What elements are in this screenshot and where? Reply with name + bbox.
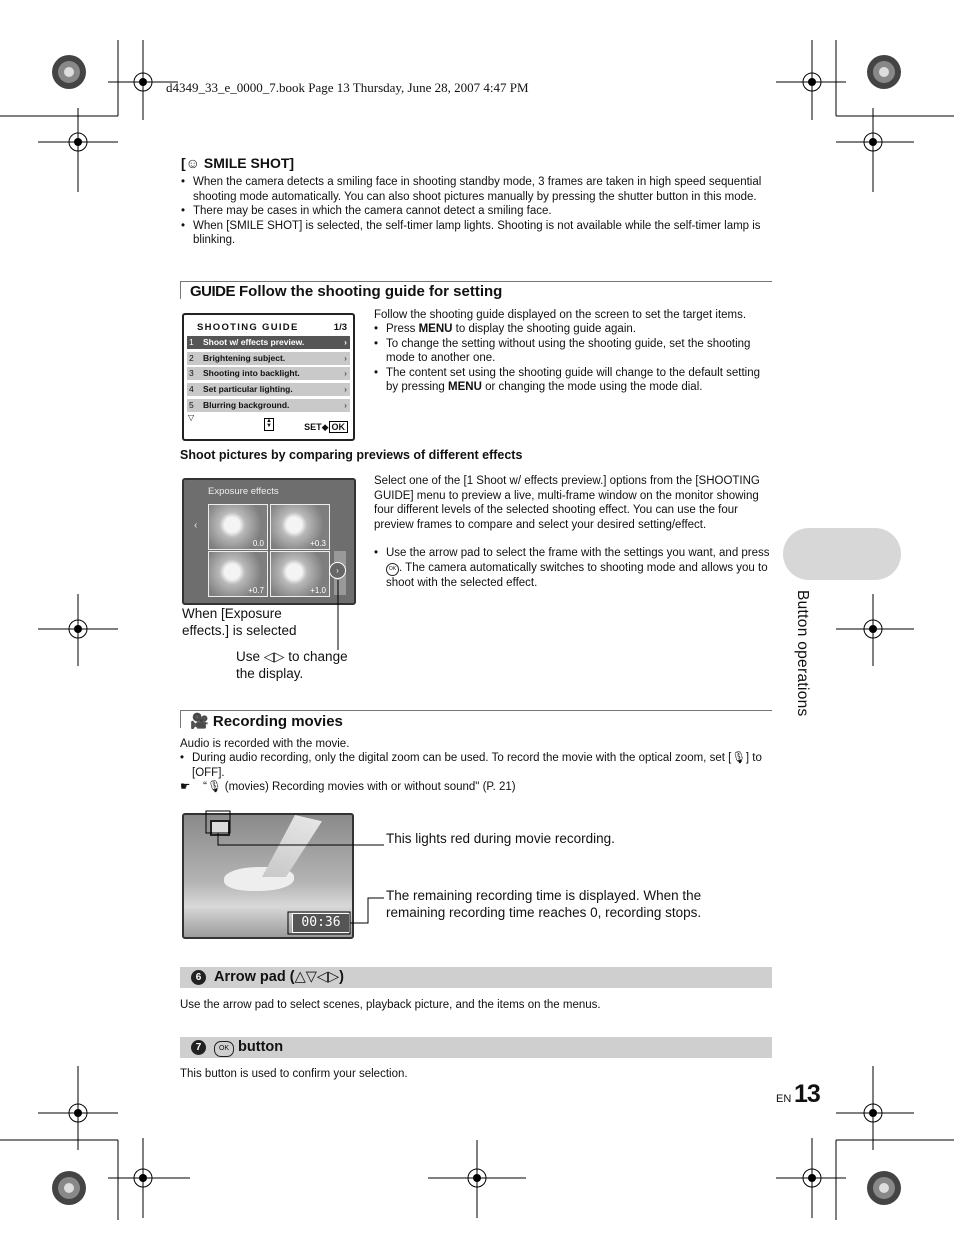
guide-mode-icon: GUIDE: [190, 283, 236, 300]
item-number: 2: [189, 353, 194, 363]
diamond-icon: ◆: [321, 422, 329, 432]
smile-face-icon: ☺: [185, 155, 200, 171]
text: During audio recording, only the digital zoom can be used. To record the movie with the optical zoom, set [: [192, 752, 732, 764]
remaining-time: 00:36: [292, 913, 350, 933]
text: to display the shooting guide again.: [452, 323, 636, 335]
menu-key: MENU: [418, 323, 453, 335]
smile-shot-heading-text: SMILE SHOT]: [203, 155, 295, 171]
item-label: Shooting into backlight.: [203, 368, 300, 378]
page-number: 13: [794, 1080, 820, 1108]
guide-heading-text: Follow the shooting guide for setting: [239, 283, 503, 300]
text: ): [339, 969, 345, 985]
arrow-pad-text: Use the arrow pad to select scenes, playback picture, and the items on the menus.: [180, 999, 601, 1011]
exposure-value: +0.3: [310, 539, 326, 548]
scroll-down-icon: ▽: [188, 413, 195, 422]
movies-line1: Audio is recorded with the movie.: [180, 738, 350, 750]
screen-title: Exposure effects: [208, 486, 279, 497]
chevron-right-icon: ›: [329, 562, 346, 579]
ok-button-heading: [180, 1037, 772, 1058]
screen-page-indicator: 1/3: [333, 322, 347, 333]
list-item: • There may be cases in which the camera cannot detect a smiling face.: [181, 204, 771, 219]
chevron-right-icon: ›: [344, 353, 347, 363]
menu-key: MENU: [448, 381, 482, 393]
item-number: 4: [189, 384, 194, 394]
microphone-icon: 🎙: [731, 752, 746, 764]
chapter-tab: [783, 528, 901, 580]
text: Press: [386, 323, 419, 335]
text: button: [238, 1039, 284, 1055]
item-label: Shoot w/ effects preview.: [203, 337, 305, 347]
movies-reference: ☛ “🎙 (movies) Recording movies with or without sound" (P. 21): [180, 781, 516, 793]
movie-camera-icon: 🎥: [190, 713, 209, 730]
reference-hand-icon: ☛: [180, 781, 191, 793]
text: Use: [236, 649, 264, 664]
movies-heading-text: Recording movies: [212, 713, 343, 730]
guide-intro: Follow the shooting guide displayed on the screen to set the target items.: [374, 309, 747, 321]
compare-paragraph: Select one of the [1 Shoot w/ effects preview.] options from the [SHOOTING GUIDE] menu to preview a live, multi-frame window on the monitor showing four different levels of the selected shooting effect. You can use the four preview frames to compare and select your desired setting/effect.: [374, 475, 760, 531]
chevron-left-icon: ‹: [194, 520, 198, 531]
exposure-value: +1.0: [310, 586, 326, 595]
ok-button-icon: OK: [386, 563, 399, 576]
screen-title: SHOOTING GUIDE: [197, 322, 299, 333]
item-number: 5: [189, 400, 194, 410]
item-label: Set particular lighting.: [203, 384, 293, 394]
text: or changing the mode using the mode dial.: [481, 381, 703, 393]
set-label: SET: [304, 422, 322, 432]
text: to change the display.: [236, 649, 348, 681]
caption-exposure: When [Exposure effects.] is selected: [182, 606, 297, 638]
callout-time: The remaining recording time is displayed. When the remaining recording time reaches 0, recording stops.: [386, 888, 702, 920]
chevron-right-icon: ›: [344, 400, 347, 410]
chevron-right-icon: ›: [344, 337, 347, 347]
updown-arrow-icon: ▲ ▼: [264, 418, 274, 431]
microphone-icon: 🎙: [206, 781, 222, 793]
item-number: 3: [189, 368, 194, 378]
ok-box: OK: [329, 421, 349, 433]
text: ] to [OFF].: [192, 752, 762, 779]
section-number: 6: [191, 970, 206, 985]
item-number: 1: [189, 337, 194, 347]
left-right-arrow-icon: ◁▷: [263, 649, 285, 664]
callout-lamp: This lights red during movie recording.: [386, 831, 615, 846]
smile-shot-heading: [☺ SMILE SHOT]: [181, 155, 295, 171]
text: The content set using the shooting guide will change to the default setting by pressing: [386, 366, 761, 393]
print-header: d4349_33_e_0000_7.book Page 13 Thursday, June 28, 2007 4:47 PM: [166, 80, 529, 95]
text: Arrow pad (: [214, 969, 295, 985]
arrow-pad-heading: [180, 967, 772, 988]
arrow-pad-icons: △▽◁▷: [294, 969, 340, 985]
text: Use the arrow pad to select the frame with the settings you want, and press: [386, 547, 770, 559]
list-item: • When the camera detects a smiling face in shooting standby mode, 3 frames are taken in high speed sequential shooting mode automatically. You can also shoot pictures manually by pressing the shutter button in this mode.: [181, 175, 771, 204]
list-item: • When [SMILE SHOT] is selected, the self-timer lamp lights. Shooting is not available while the self-timer lamp is blinking.: [181, 219, 771, 248]
text: (movies) Recording movies with or without sound" (P. 21): [221, 781, 516, 793]
section-number: 7: [191, 1040, 206, 1055]
text: To change the setting without using the shooting guide, set the shooting mode to another one.: [386, 337, 751, 364]
item-label: Brightening subject.: [203, 353, 286, 363]
ok-button-text: This button is used to confirm your selection.: [180, 1068, 408, 1080]
item-label: Blurring background.: [203, 400, 290, 410]
ok-button-icon: OK: [214, 1041, 234, 1057]
compare-heading: Shoot pictures by comparing previews of different effects: [180, 448, 523, 462]
chevron-right-icon: ›: [344, 384, 347, 394]
exposure-value: +0.7: [248, 586, 264, 595]
language-label: EN: [776, 1093, 792, 1105]
chapter-label: Button operations: [794, 590, 811, 717]
text: . The camera automatically switches to shooting mode and allows you to shoot with the selected effect.: [386, 561, 768, 589]
exposure-value: 0.0: [252, 539, 264, 548]
chevron-right-icon: ›: [344, 368, 347, 378]
